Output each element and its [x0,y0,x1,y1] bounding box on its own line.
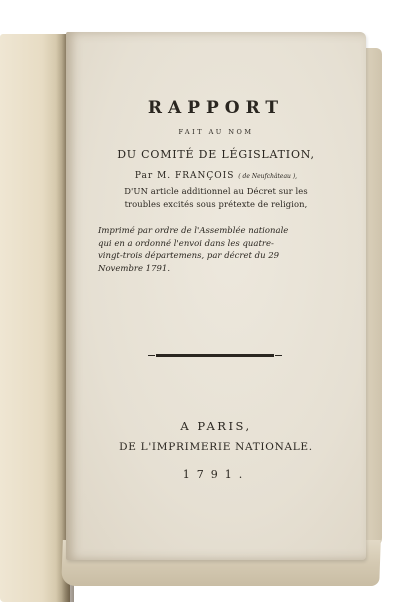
divider-rule [156,354,274,357]
printer-name: DE L'IMPRIMERIE NATIONALE. [119,441,313,453]
imprint-note-line-1: Imprimé par ordre de l'Assemblée nationale [98,226,289,236]
imprint-note-line-3: vingt-trois départemens, par décret du 29 [98,251,280,261]
author-note: ( de Neufchâteau ), [238,173,298,180]
author-line [66,171,366,181]
publication-year: 1791. [182,468,250,481]
subject-line-1: D'UN article additionnel au Décret sur les [124,186,308,196]
imprint-note-line-4: Novembre 1791. [98,263,171,274]
place-of-publication: A PARIS, [180,419,252,433]
imprint-note-line-2: qui en a ordonné l'envoi dans les quatre- [98,238,274,249]
document-title: RAPPORT [147,98,285,118]
committee-line: DU COMITÉ DE LÉGISLATION, [117,148,315,161]
subtitle: FAIT AU NOM [178,128,254,136]
title-page [66,32,366,560]
author-name: Par M. FRANÇOIS [134,171,235,181]
subject-line-2: troubles excités sous prétexte de religion, [124,199,308,209]
